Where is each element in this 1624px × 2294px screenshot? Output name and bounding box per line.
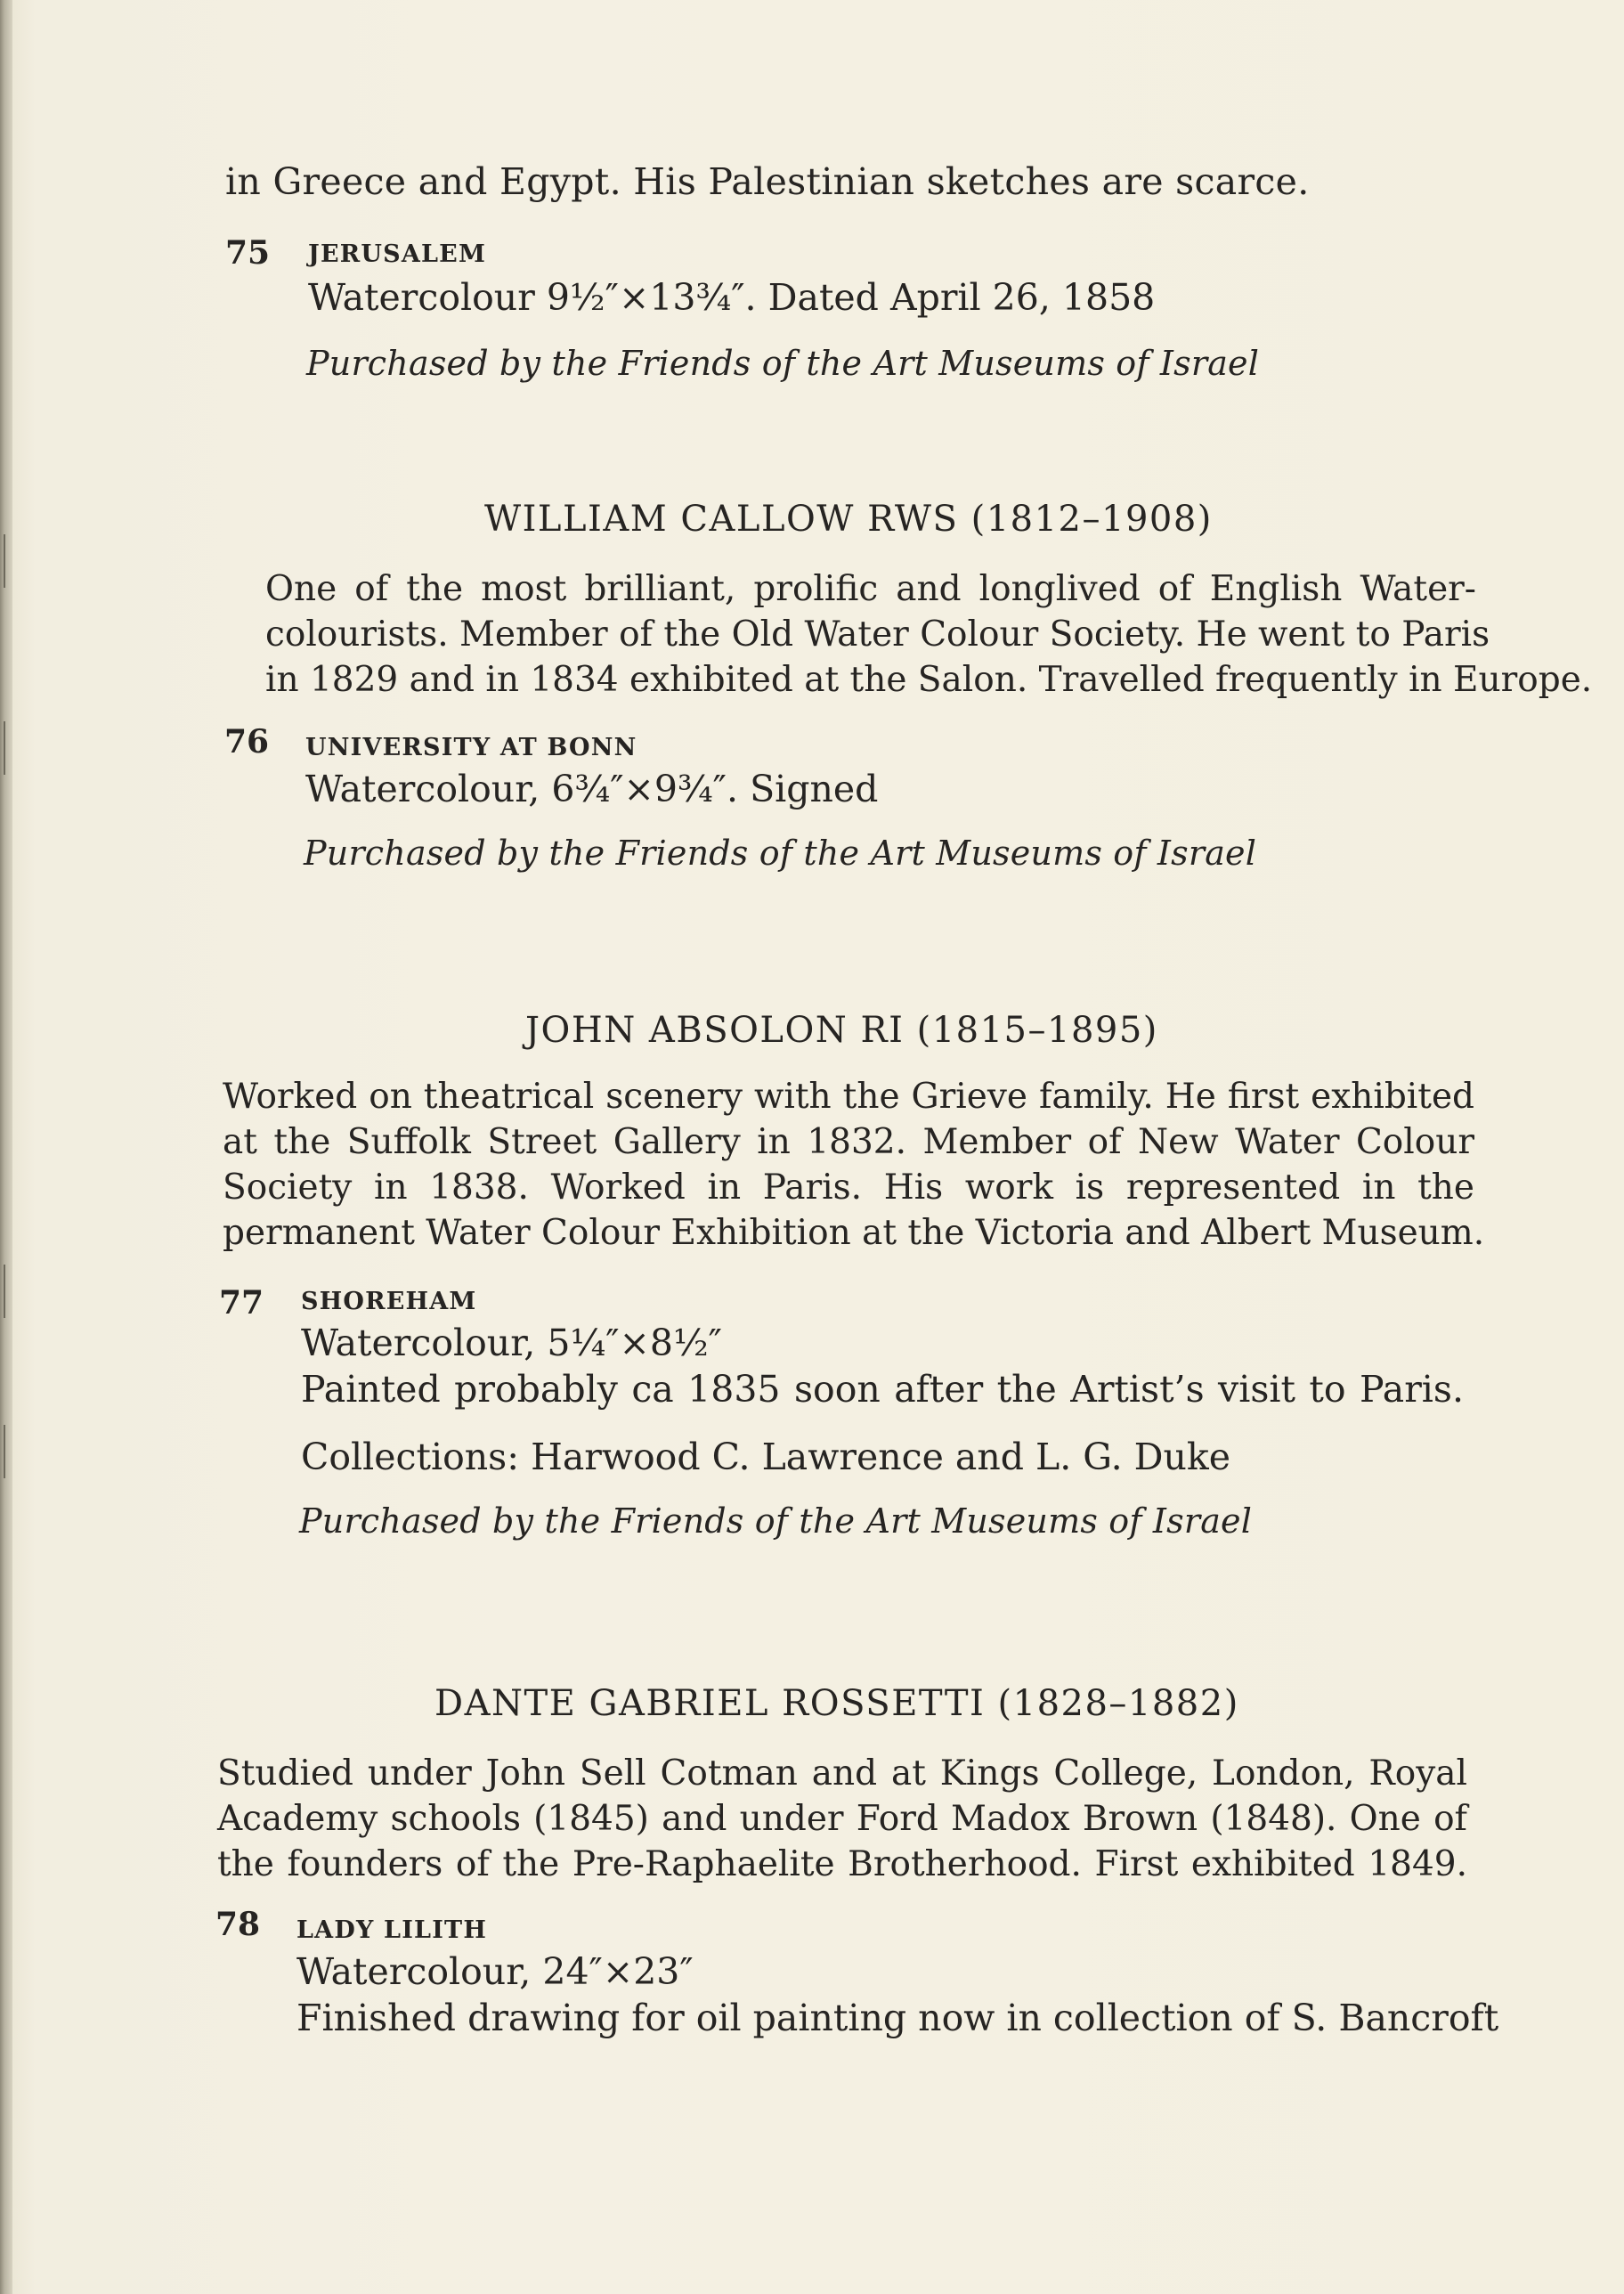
artist-bio	[223, 1074, 1485, 1256]
entry-title: SHOREHAM	[301, 1288, 477, 1315]
binding-stitch	[4, 1425, 18, 1478]
binding-stitch	[4, 721, 18, 775]
entry-number: 78	[215, 1906, 261, 1943]
entry-credit: Purchased by the Friends of the Art Museums of Israel	[304, 834, 1257, 873]
artist-bio	[265, 566, 1593, 703]
artist-heading: JOHN ABSOLON RI (1815–1895)	[525, 1010, 1158, 1051]
entry-details: Watercolour, 5¼″×8½″	[301, 1322, 723, 1364]
entry-collections: Collections: Harwood C. Lawrence and L. G. Duke	[301, 1436, 1231, 1478]
entry-number: 77	[219, 1284, 264, 1322]
entry-number: 75	[225, 234, 271, 272]
bio-line: in 1829 and in 1834 exhibited at the Salon. Travelled frequently in Europe.	[265, 660, 1593, 700]
bio-line: at the Suffolk Street Gallery in 1832. Member of New Water Colour	[223, 1122, 1474, 1162]
entry-title: UNIVERSITY AT BONN	[305, 734, 637, 761]
binding-stitch	[4, 1265, 18, 1318]
bio-line: One of the most brilliant, prolific and longlived of English Water-	[265, 569, 1476, 609]
artist-bio	[217, 1751, 1467, 1887]
binding-edge	[0, 0, 12, 2294]
entry-note: Painted probably ca 1835 soon after the Artist’s visit to Paris.	[301, 1368, 1464, 1411]
bio-line: the founders of the Pre-Raphaelite Brotherhood. First exhibited 1849.	[217, 1844, 1467, 1884]
entry-details: Watercolour 9½″×13¾″. Dated April 26, 1858	[308, 276, 1156, 319]
bio-line: permanent Water Colour Exhibition at the Victoria and Albert Museum.	[223, 1213, 1485, 1253]
entry-note: Finished drawing for oil painting now in collection of S. Bancroft	[296, 1997, 1499, 2039]
entry-number: 76	[224, 723, 270, 761]
artist-heading: WILLIAM CALLOW RWS (1812–1908)	[484, 499, 1213, 540]
entry-details: Watercolour, 6¾″×9¾″. Signed	[305, 768, 879, 810]
entry-details: Watercolour, 24″×23″	[296, 1950, 694, 1993]
bio-line: Worked on theatrical scenery with the Grieve family. He first exhibited	[223, 1077, 1474, 1117]
artist-heading: DANTE GABRIEL ROSSETTI (1828–1882)	[434, 1683, 1239, 1724]
bio-line: Academy schools (1845) and under Ford Madox Brown (1848). One of	[217, 1799, 1467, 1839]
entry-title: JERUSALEM	[308, 240, 487, 268]
bio-line: Studied under John Sell Cotman and at Kings College, London, Royal	[217, 1753, 1467, 1794]
entry-title: LADY LILITH	[296, 1916, 488, 1944]
entry-credit: Purchased by the Friends of the Art Museums of Israel	[299, 1501, 1253, 1541]
intro-line: in Greece and Egypt. His Palestinian sketches are scarce.	[225, 160, 1310, 203]
binding-stitch	[4, 534, 18, 588]
bio-line: Society in 1838. Worked in Paris. His work is represented in the	[223, 1167, 1474, 1208]
entry-credit: Purchased by the Friends of the Art Museums of Israel	[306, 344, 1260, 383]
bio-line: colourists. Member of the Old Water Colour Society. He went to Paris	[265, 614, 1490, 655]
